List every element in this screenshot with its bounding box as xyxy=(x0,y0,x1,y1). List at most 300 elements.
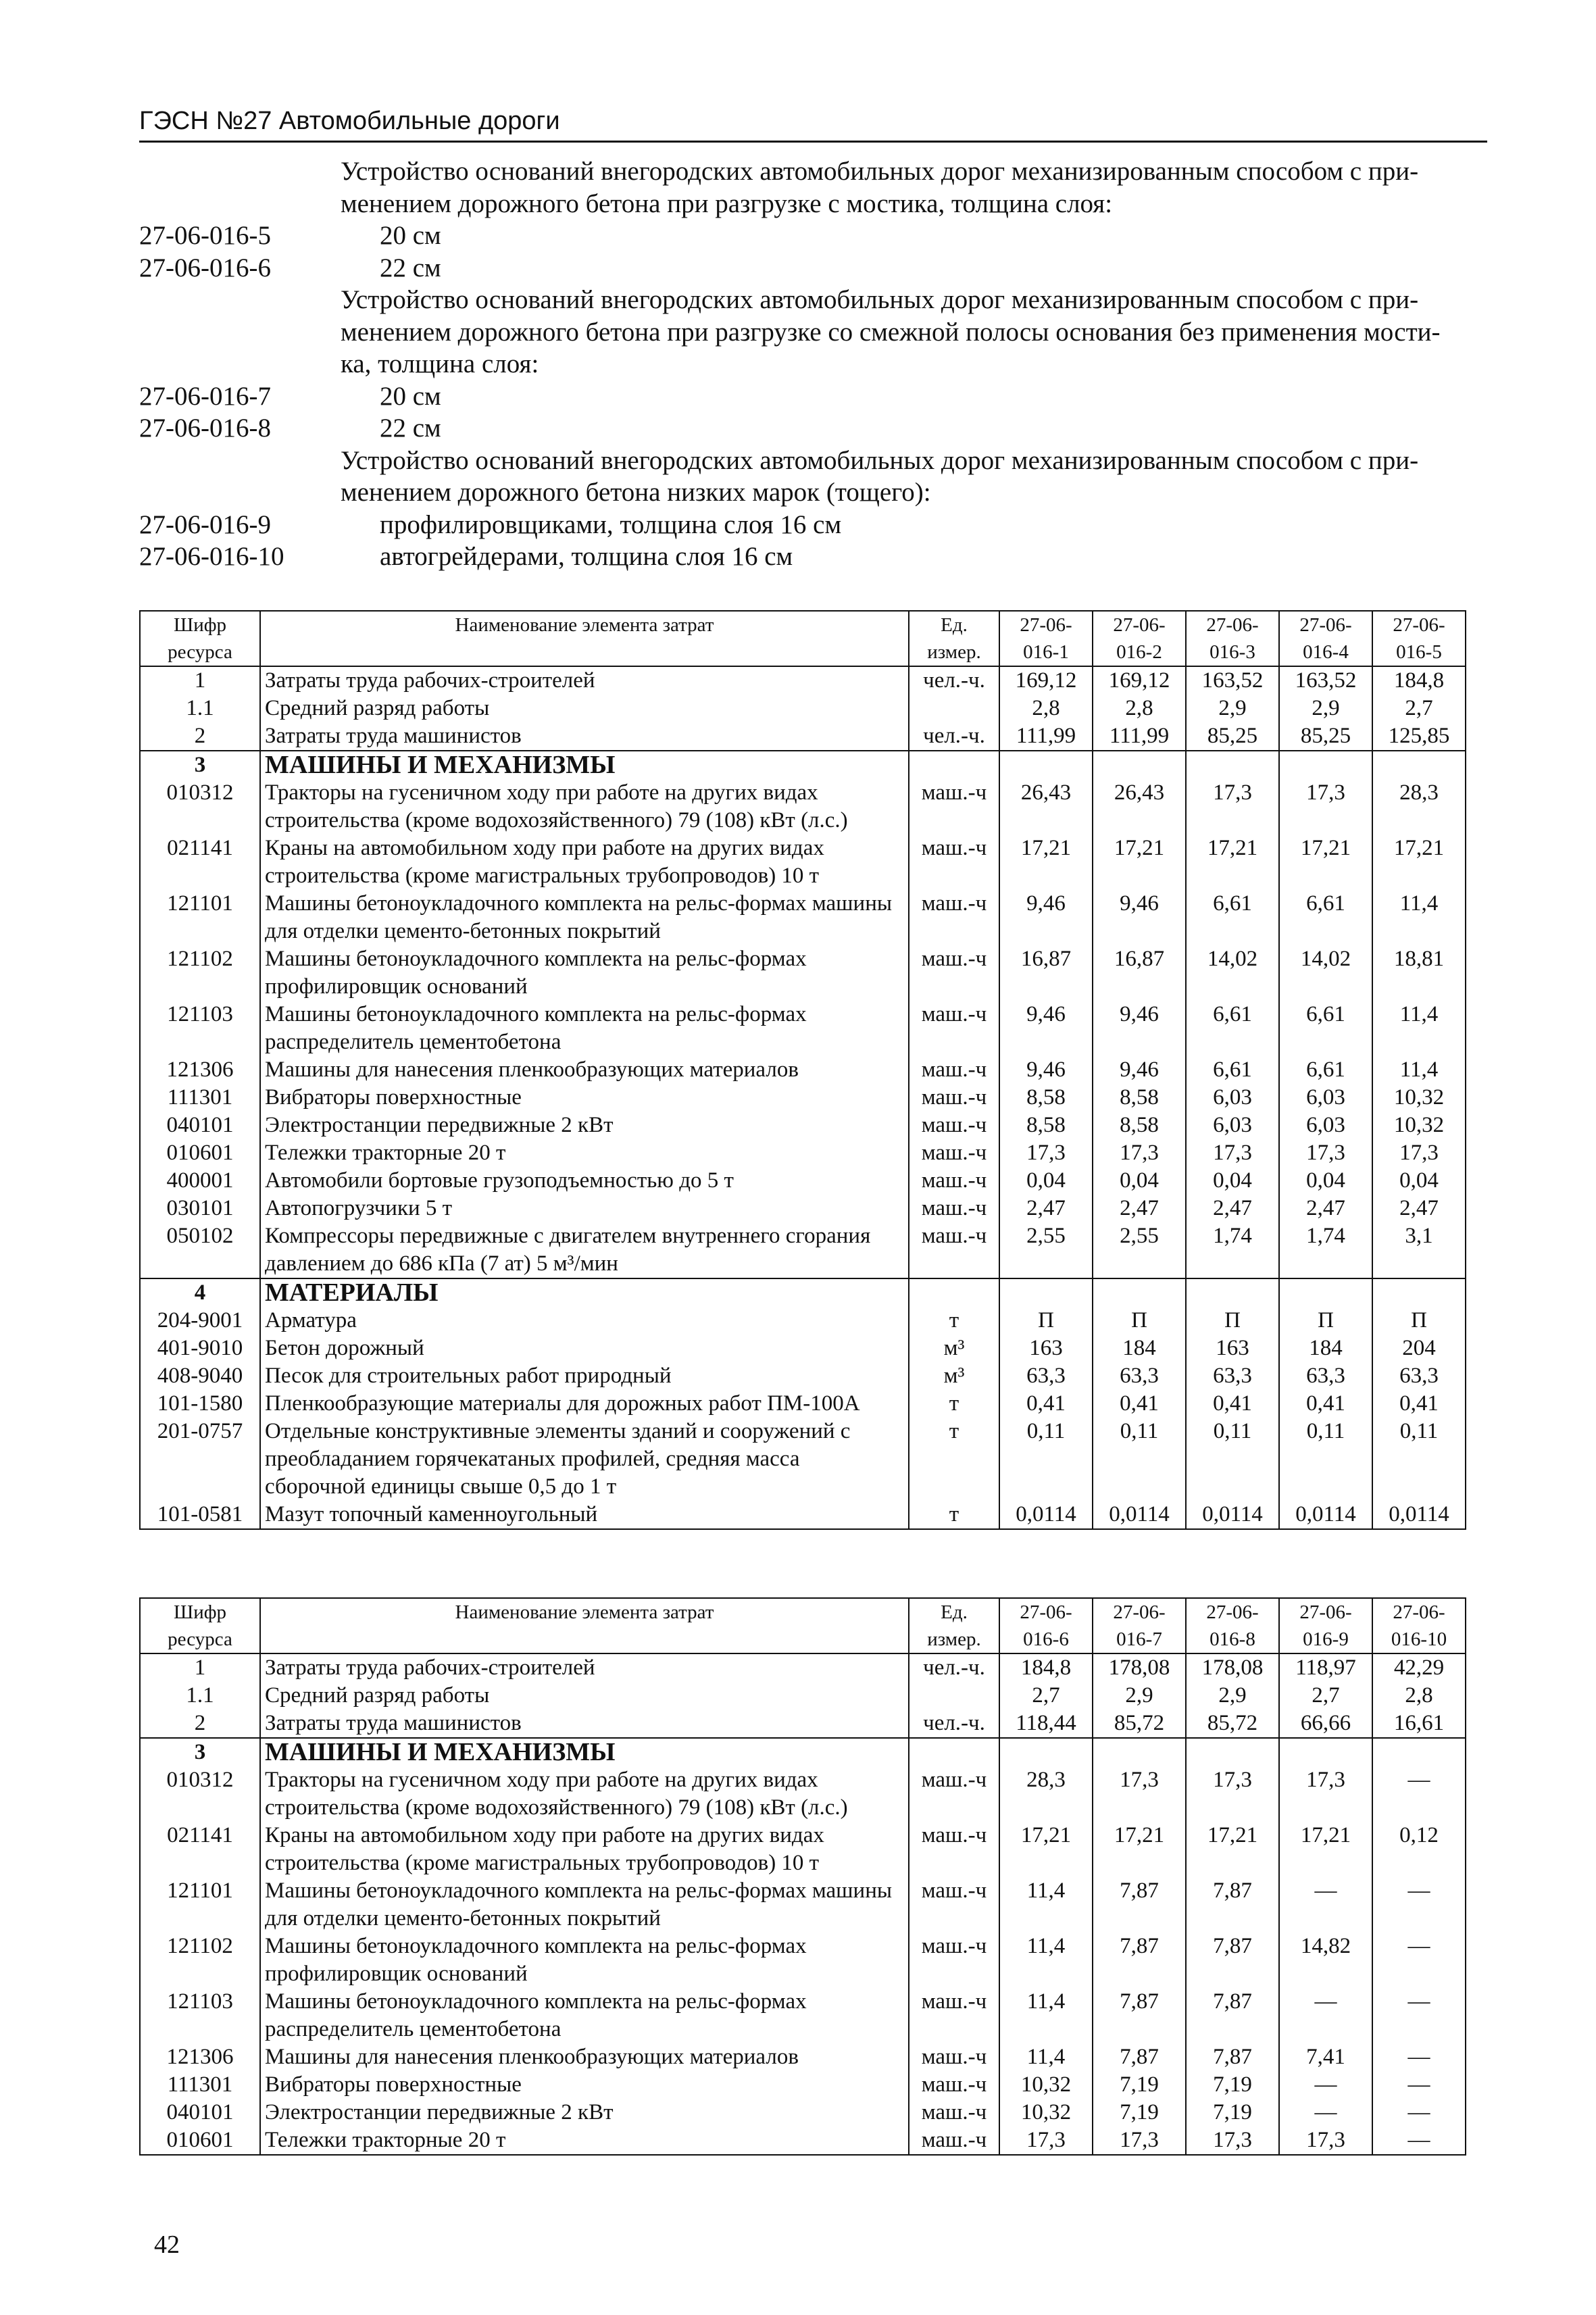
norm-code xyxy=(139,476,341,509)
cell-value: 0,12 xyxy=(1372,1822,1466,1877)
cell-code: 010312 xyxy=(140,1766,260,1822)
cell-value: 9,46 xyxy=(999,1056,1093,1084)
page-number: 42 xyxy=(154,2231,180,2259)
header-code: Шифр ресурса xyxy=(140,611,260,666)
cell-value: 11,4 xyxy=(1372,890,1466,945)
cell-value: 8,58 xyxy=(999,1112,1093,1139)
cell-value: 10,32 xyxy=(1372,1084,1466,1112)
table-row xyxy=(140,1084,1466,1112)
cell-value: 0,11 xyxy=(1186,1418,1279,1501)
table-row xyxy=(140,1167,1466,1195)
intro-line xyxy=(139,220,1487,252)
cell-unit: маш.-ч xyxy=(909,1222,999,1278)
cell-value: 7,87 xyxy=(1093,1877,1186,1933)
cell-value xyxy=(1093,751,1186,779)
cell-value: 11,4 xyxy=(999,2043,1093,2071)
table-row xyxy=(140,835,1466,890)
cell-name: Электростанции передвижные 2 кВт xyxy=(260,2099,909,2126)
cell-code: 050102 xyxy=(140,1222,260,1278)
cell-unit: чел.-ч. xyxy=(909,666,999,695)
cell-value: 184,8 xyxy=(999,1653,1093,1682)
intro-text: автогрейдерами, толщина слоя 16 см xyxy=(380,542,793,571)
cell-value: 3,1 xyxy=(1372,1222,1466,1278)
cell-name: Средний разряд работы xyxy=(260,695,909,722)
intro-line xyxy=(139,252,1487,284)
cell-unit xyxy=(909,1682,999,1710)
cell-name: Машины бетоноукладочного комплекта на рельс-формах распределитель цементобетона xyxy=(260,1988,909,2043)
cell-value: 2,9 xyxy=(1093,1682,1186,1710)
table-row xyxy=(140,1362,1466,1390)
cell-code: 121306 xyxy=(140,1056,260,1084)
cell-name: Тележки тракторные 20 т xyxy=(260,1139,909,1167)
table-row xyxy=(140,1988,1466,2043)
cell-value: 17,3 xyxy=(1186,2126,1279,2155)
cell-value: 17,21 xyxy=(1093,835,1186,890)
cell-value: — xyxy=(1279,1877,1372,1933)
cell-value: 163 xyxy=(999,1335,1093,1362)
cell-unit: маш.-ч xyxy=(909,945,999,1001)
cell-name: Тракторы на гусеничном ходу при работе на других видах строительства (кроме водохозяйственного) 79 (108) кВт (л.с.) xyxy=(260,1766,909,1822)
cell-value: — xyxy=(1372,2043,1466,2071)
cell-value: — xyxy=(1372,2099,1466,2126)
table-row xyxy=(140,666,1466,695)
intro-text: 20 см xyxy=(380,381,441,411)
cell-value: 17,21 xyxy=(1186,835,1279,890)
cell-value xyxy=(1372,1278,1466,1307)
cell-value: 0,0114 xyxy=(1186,1501,1279,1529)
cell-value: 7,87 xyxy=(1186,1877,1279,1933)
cell-value: 0,04 xyxy=(1279,1167,1372,1195)
resource-table-2 xyxy=(139,1597,1466,2156)
cell-value xyxy=(1279,1738,1372,1766)
cell-code: 121101 xyxy=(140,1877,260,1933)
cell-value: 17,21 xyxy=(1279,1822,1372,1877)
cell-value: 17,21 xyxy=(999,835,1093,890)
cell-name: Машины бетоноукладочного комплекта на рельс-формах машины для отделки цементо-бетонных покрытий xyxy=(260,1877,909,1933)
header-norm: 27-06-016-1 xyxy=(999,611,1093,666)
intro-line xyxy=(139,509,1487,541)
cell-value xyxy=(1186,751,1279,779)
cell-value: 111,99 xyxy=(1093,722,1186,751)
cell-unit: маш.-ч xyxy=(909,1112,999,1139)
cell-code: 1.1 xyxy=(140,695,260,722)
cell-value: — xyxy=(1279,2071,1372,2099)
intro-text: профилировщиками, толщина слоя 16 см xyxy=(380,509,842,539)
cell-value: 42,29 xyxy=(1372,1653,1466,1682)
cell-name: Затраты труда машинистов xyxy=(260,1710,909,1738)
cell-unit xyxy=(909,1738,999,1766)
cell-value: 163 xyxy=(1186,1335,1279,1362)
cell-value: 66,66 xyxy=(1279,1710,1372,1738)
cell-value: 163,52 xyxy=(1279,666,1372,695)
cell-value: 6,61 xyxy=(1279,890,1372,945)
cell-unit: маш.-ч xyxy=(909,2071,999,2099)
cell-name: Автомобили бортовые грузоподъемностью до 5 т xyxy=(260,1167,909,1195)
intro-line xyxy=(139,412,1487,445)
section-intro xyxy=(139,155,1487,573)
cell-value: 0,41 xyxy=(1279,1390,1372,1418)
cell-value: 6,03 xyxy=(1279,1112,1372,1139)
table-header-row xyxy=(140,611,1466,666)
cell-value: 17,3 xyxy=(1093,1766,1186,1822)
cell-value: 16,87 xyxy=(999,945,1093,1001)
cell-value: 9,46 xyxy=(1093,1056,1186,1084)
cell-code: 010312 xyxy=(140,779,260,835)
cell-code: 1.1 xyxy=(140,1682,260,1710)
cell-value: 63,3 xyxy=(999,1362,1093,1390)
cell-value: — xyxy=(1372,2126,1466,2155)
cell-name: Пленкообразующие материалы для дорожных работ ПМ-100А xyxy=(260,1390,909,1418)
cell-unit: маш.-ч xyxy=(909,1933,999,1988)
cell-value: 17,21 xyxy=(999,1822,1093,1877)
header-unit: Ед. измер. xyxy=(909,1598,999,1653)
cell-code: 401-9010 xyxy=(140,1335,260,1362)
cell-code: 111301 xyxy=(140,1084,260,1112)
cell-code: 010601 xyxy=(140,2126,260,2155)
intro-line xyxy=(139,541,1487,573)
cell-value: 184 xyxy=(1093,1335,1186,1362)
cell-value: 0,0114 xyxy=(1279,1501,1372,1529)
header-code: Шифр ресурса xyxy=(140,1598,260,1653)
cell-value: 2,47 xyxy=(1372,1195,1466,1222)
cell-value: 7,87 xyxy=(1186,1933,1279,1988)
cell-value: 0,41 xyxy=(1093,1390,1186,1418)
cell-value: 184 xyxy=(1279,1335,1372,1362)
cell-code: 021141 xyxy=(140,1822,260,1877)
cell-value: 6,61 xyxy=(1279,1001,1372,1056)
cell-value: — xyxy=(1279,1988,1372,2043)
cell-value: 118,44 xyxy=(999,1710,1093,1738)
cell-value: 7,87 xyxy=(1093,1988,1186,2043)
cell-value xyxy=(1186,1278,1279,1307)
cell-value: 118,97 xyxy=(1279,1653,1372,1682)
cell-value: 2,55 xyxy=(999,1222,1093,1278)
cell-unit: маш.-ч xyxy=(909,1001,999,1056)
cell-code: 021141 xyxy=(140,835,260,890)
cell-unit: маш.-ч xyxy=(909,1195,999,1222)
table-row xyxy=(140,779,1466,835)
cell-value: 2,9 xyxy=(1279,695,1372,722)
cell-value: 63,3 xyxy=(1186,1362,1279,1390)
table-row xyxy=(140,1877,1466,1933)
cell-value: 0,04 xyxy=(1093,1167,1186,1195)
cell-value: 14,02 xyxy=(1186,945,1279,1001)
cell-value xyxy=(1372,1738,1466,1766)
cell-value: 7,87 xyxy=(1093,2043,1186,2071)
cell-value: П xyxy=(999,1307,1093,1335)
cell-value: 11,4 xyxy=(999,1877,1093,1933)
cell-value: 0,11 xyxy=(1093,1418,1186,1501)
cell-value: 17,3 xyxy=(1093,1139,1186,1167)
cell-unit: маш.-ч xyxy=(909,779,999,835)
norm-code: 27-06-016-8 xyxy=(139,414,271,443)
cell-name: Машины для нанесения пленкообразующих материалов xyxy=(260,1056,909,1084)
cell-unit xyxy=(909,1278,999,1307)
cell-value: 17,3 xyxy=(999,1139,1093,1167)
table-row xyxy=(140,1139,1466,1167)
norm-code: 27-06-016-10 xyxy=(139,542,284,571)
cell-value: 2,8 xyxy=(1372,1682,1466,1710)
intro-text: 22 см xyxy=(380,414,441,443)
cell-value: 8,58 xyxy=(1093,1084,1186,1112)
cell-value: П xyxy=(1093,1307,1186,1335)
cell-value: 7,19 xyxy=(1093,2099,1186,2126)
cell-value: 10,32 xyxy=(999,2071,1093,2099)
cell-value: 63,3 xyxy=(1279,1362,1372,1390)
cell-unit: м³ xyxy=(909,1335,999,1362)
cell-name: Отдельные конструктивные элементы зданий и сооружений с преобладанием горячекатаных профилей, средняя масса сборочной единицы свыше 0,5 до 1 т xyxy=(260,1418,909,1501)
cell-code: 2 xyxy=(140,722,260,751)
intro-line xyxy=(139,155,1487,188)
cell-name: Компрессоры передвижные с двигателем внутреннего сгорания давлением до 686 кПа (7 ат) 5 м³/мин xyxy=(260,1222,909,1278)
norm-code: 27-06-016-5 xyxy=(139,221,271,250)
cell-code: 201-0757 xyxy=(140,1418,260,1501)
table-row xyxy=(140,1222,1466,1278)
section-row xyxy=(140,751,1466,779)
cell-value: 11,4 xyxy=(1372,1001,1466,1056)
cell-code: 121103 xyxy=(140,1001,260,1056)
cell-code: 111301 xyxy=(140,2071,260,2099)
cell-value: 6,03 xyxy=(1186,1112,1279,1139)
cell-value: 17,3 xyxy=(1093,2126,1186,2155)
cell-value: 11,4 xyxy=(999,1988,1093,2043)
cell-code: 121103 xyxy=(140,1988,260,2043)
cell-name: Затраты труда рабочих-строителей xyxy=(260,666,909,695)
cell-name: Тележки тракторные 20 т xyxy=(260,2126,909,2155)
cell-value: П xyxy=(1279,1307,1372,1335)
page-header: ГЭСН №27 Автомобильные дороги xyxy=(139,101,1487,143)
norm-code xyxy=(139,155,341,188)
cell-unit: маш.-ч xyxy=(909,2099,999,2126)
norm-code xyxy=(139,348,341,380)
cell-value: — xyxy=(1279,2099,1372,2126)
cell-value: 16,87 xyxy=(1093,945,1186,1001)
cell-code: 400001 xyxy=(140,1167,260,1195)
cell-unit xyxy=(909,695,999,722)
intro-text: 22 см xyxy=(380,253,441,282)
intro-text: менением дорожного бетона при разгрузке со смежной полосы основания без применения мости- xyxy=(341,317,1441,347)
cell-value xyxy=(1372,751,1466,779)
cell-value: 7,19 xyxy=(1186,2099,1279,2126)
cell-unit: м³ xyxy=(909,1362,999,1390)
cell-value: 0,0114 xyxy=(1093,1501,1186,1529)
cell-name: МАТЕРИАЛЫ xyxy=(260,1278,909,1307)
cell-value: 17,21 xyxy=(1372,835,1466,890)
section-row xyxy=(140,1278,1466,1307)
cell-code: 204-9001 xyxy=(140,1307,260,1335)
cell-value: — xyxy=(1372,2071,1466,2099)
cell-name: Бетон дорожный xyxy=(260,1335,909,1362)
cell-name: Электростанции передвижные 2 кВт xyxy=(260,1112,909,1139)
cell-name: Вибраторы поверхностные xyxy=(260,2071,909,2099)
cell-value: 0,04 xyxy=(999,1167,1093,1195)
cell-name: Краны на автомобильном ходу при работе на других видах строительства (кроме магистральных трубопроводов) 10 т xyxy=(260,835,909,890)
table-row xyxy=(140,1653,1466,1682)
cell-name: Затраты труда рабочих-строителей xyxy=(260,1653,909,1682)
intro-line xyxy=(139,476,1487,509)
intro-text: Устройство оснований внегородских автомобильных дорог механизированным способом с при- xyxy=(341,285,1419,314)
cell-value: 17,3 xyxy=(1279,2126,1372,2155)
cell-value: 8,58 xyxy=(999,1084,1093,1112)
table-row xyxy=(140,1418,1466,1501)
cell-name: Машины бетоноукладочного комплекта на рельс-формах распределитель цементобетона xyxy=(260,1001,909,1056)
cell-value: 204 xyxy=(1372,1335,1466,1362)
cell-value: 7,19 xyxy=(1093,2071,1186,2099)
cell-unit: маш.-ч xyxy=(909,2126,999,2155)
cell-value: 26,43 xyxy=(1093,779,1186,835)
intro-text: 20 см xyxy=(380,221,441,250)
cell-name: Арматура xyxy=(260,1307,909,1335)
cell-value: 2,7 xyxy=(1279,1682,1372,1710)
table-row xyxy=(140,2043,1466,2071)
cell-value: 9,46 xyxy=(1093,1001,1186,1056)
cell-name: Средний разряд работы xyxy=(260,1682,909,1710)
header-norm: 27-06-016-4 xyxy=(1279,611,1372,666)
cell-value: 6,61 xyxy=(1186,890,1279,945)
cell-value xyxy=(1093,1738,1186,1766)
table-row xyxy=(140,1501,1466,1529)
cell-value: 10,32 xyxy=(999,2099,1093,2126)
cell-value: 7,87 xyxy=(1093,1933,1186,1988)
cell-name: Тракторы на гусеничном ходу при работе на других видах строительства (кроме водохозяйственного) 79 (108) кВт (л.с.) xyxy=(260,779,909,835)
cell-value: 14,82 xyxy=(1279,1933,1372,1988)
cell-code: 121306 xyxy=(140,2043,260,2071)
cell-value: 178,08 xyxy=(1093,1653,1186,1682)
cell-value: 0,41 xyxy=(999,1390,1093,1418)
cell-value: 28,3 xyxy=(1372,779,1466,835)
norm-code xyxy=(139,316,341,349)
cell-value: 11,4 xyxy=(1372,1056,1466,1084)
cell-code: 121102 xyxy=(140,1933,260,1988)
cell-value: 1,74 xyxy=(1186,1222,1279,1278)
cell-value xyxy=(1279,1278,1372,1307)
cell-value: 9,46 xyxy=(999,890,1093,945)
cell-code: 4 xyxy=(140,1278,260,1307)
cell-name: Автопогрузчики 5 т xyxy=(260,1195,909,1222)
cell-code: 010601 xyxy=(140,1139,260,1167)
cell-value: 0,0114 xyxy=(999,1501,1093,1529)
table-row xyxy=(140,1001,1466,1056)
cell-unit: чел.-ч. xyxy=(909,1710,999,1738)
cell-name: МАШИНЫ И МЕХАНИЗМЫ xyxy=(260,1738,909,1766)
cell-value: 85,72 xyxy=(1093,1710,1186,1738)
cell-unit: чел.-ч. xyxy=(909,1653,999,1682)
cell-code: 101-0581 xyxy=(140,1501,260,1529)
cell-value: 10,32 xyxy=(1372,1112,1466,1139)
header-norm: 27-06-016-8 xyxy=(1186,1598,1279,1653)
cell-name: МАШИНЫ И МЕХАНИЗМЫ xyxy=(260,751,909,779)
cell-unit: т xyxy=(909,1390,999,1418)
cell-value: 11,4 xyxy=(999,1933,1093,1988)
cell-unit: маш.-ч xyxy=(909,1084,999,1112)
cell-value: П xyxy=(1186,1307,1279,1335)
cell-value: 0,11 xyxy=(999,1418,1093,1501)
cell-value xyxy=(1093,1278,1186,1307)
cell-value: 28,3 xyxy=(999,1766,1093,1822)
cell-value: 0,41 xyxy=(1372,1390,1466,1418)
header-name: Наименование элемента затрат xyxy=(260,611,909,666)
cell-name: Машины для нанесения пленкообразующих материалов xyxy=(260,2043,909,2071)
cell-code: 1 xyxy=(140,666,260,695)
cell-name: Машины бетоноукладочного комплекта на рельс-формах профилировщик оснований xyxy=(260,945,909,1001)
cell-value xyxy=(1186,1738,1279,1766)
header-norm: 27-06-016-6 xyxy=(999,1598,1093,1653)
cell-code: 3 xyxy=(140,1738,260,1766)
intro-line xyxy=(139,380,1487,413)
cell-value: 2,7 xyxy=(1372,695,1466,722)
cell-value: 0,11 xyxy=(1279,1418,1372,1501)
cell-value xyxy=(999,1738,1093,1766)
cell-code: 2 xyxy=(140,1710,260,1738)
cell-value: 17,21 xyxy=(1279,835,1372,890)
cell-value: 6,61 xyxy=(1279,1056,1372,1084)
cell-value: 8,58 xyxy=(1093,1112,1186,1139)
cell-unit: маш.-ч xyxy=(909,1167,999,1195)
cell-value: 2,55 xyxy=(1093,1222,1186,1278)
cell-name: Мазут топочный каменноугольный xyxy=(260,1501,909,1529)
norm-code: 27-06-016-7 xyxy=(139,381,271,411)
cell-code: 408-9040 xyxy=(140,1362,260,1390)
cell-unit: маш.-ч xyxy=(909,1056,999,1084)
cell-value: 85,25 xyxy=(1279,722,1372,751)
cell-value: 2,8 xyxy=(1093,695,1186,722)
cell-value: 7,87 xyxy=(1186,2043,1279,2071)
norm-code xyxy=(139,284,341,316)
table-row xyxy=(140,1933,1466,1988)
intro-text: Устройство оснований внегородских автомобильных дорог механизированным способом с при- xyxy=(341,157,1419,186)
cell-name: Затраты труда машинистов xyxy=(260,722,909,751)
cell-value: 178,08 xyxy=(1186,1653,1279,1682)
cell-value: 9,46 xyxy=(1093,890,1186,945)
cell-value: 14,02 xyxy=(1279,945,1372,1001)
table-row xyxy=(140,1682,1466,1710)
cell-value: 17,3 xyxy=(1279,1139,1372,1167)
cell-value: 85,25 xyxy=(1186,722,1279,751)
cell-value: 18,81 xyxy=(1372,945,1466,1001)
cell-value: 0,0114 xyxy=(1372,1501,1466,1529)
cell-value: 0,04 xyxy=(1372,1167,1466,1195)
cell-unit: маш.-ч xyxy=(909,1877,999,1933)
cell-value: 7,41 xyxy=(1279,2043,1372,2071)
cell-value: 17,21 xyxy=(1186,1822,1279,1877)
cell-value: 2,47 xyxy=(999,1195,1093,1222)
cell-value: 169,12 xyxy=(999,666,1093,695)
cell-unit: маш.-ч xyxy=(909,835,999,890)
intro-text: ка, толщина слоя: xyxy=(341,349,539,378)
cell-unit xyxy=(909,751,999,779)
cell-value: П xyxy=(1372,1307,1466,1335)
table-row xyxy=(140,1766,1466,1822)
intro-line xyxy=(139,348,1487,380)
cell-value: 17,3 xyxy=(1372,1139,1466,1167)
cell-unit: т xyxy=(909,1501,999,1529)
table-row xyxy=(140,722,1466,751)
cell-unit: маш.-ч xyxy=(909,1988,999,2043)
resource-table-1 xyxy=(139,610,1466,1530)
cell-value: 0,41 xyxy=(1186,1390,1279,1418)
cell-value: 17,3 xyxy=(1186,1766,1279,1822)
cell-value: 9,46 xyxy=(999,1001,1093,1056)
cell-unit: маш.-ч xyxy=(909,2043,999,2071)
header-norm: 27-06-016-5 xyxy=(1372,611,1466,666)
cell-name: Машины бетоноукладочного комплекта на рельс-формах машины для отделки цементо-бетонных покрытий xyxy=(260,890,909,945)
cell-value: 2,9 xyxy=(1186,1682,1279,1710)
table-row xyxy=(140,1335,1466,1362)
cell-value: 6,61 xyxy=(1186,1001,1279,1056)
table-row xyxy=(140,695,1466,722)
cell-value: 0,11 xyxy=(1372,1418,1466,1501)
cell-value: 1,74 xyxy=(1279,1222,1372,1278)
